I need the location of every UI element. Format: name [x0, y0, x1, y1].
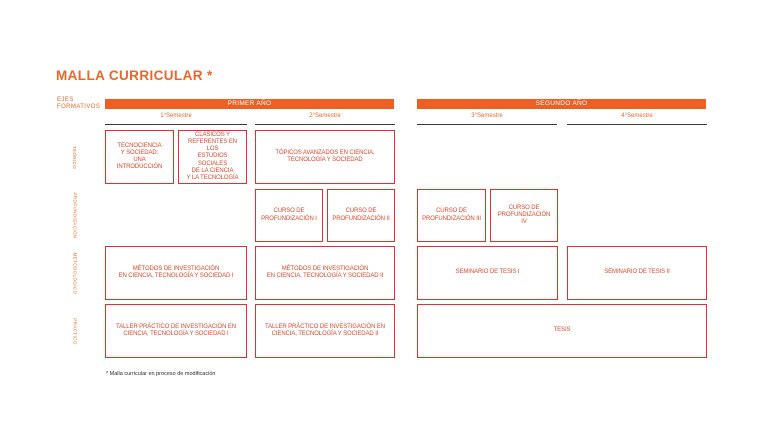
row-label-profundizacion: [58, 189, 92, 242]
course-clasicos: [178, 130, 247, 184]
year-bar-1: PRIMER AÑO: [105, 99, 394, 109]
footnote: * Malla curricular en proceso de modificación: [106, 371, 216, 377]
course-tecnociencia: [105, 130, 174, 184]
axis-label: [57, 97, 103, 110]
course-seminario-2-label: SEMINARIO DE TESIS II: [604, 269, 670, 276]
semester-1-header: 1°Semestre: [105, 111, 247, 125]
course-profundizacion-3: [417, 189, 486, 242]
row-label-profundizacion-text: PROFUNDIZACIÓN: [72, 192, 78, 239]
course-tesis-label: TESIS: [553, 327, 571, 334]
course-metodos-1: [105, 246, 247, 300]
course-seminario-2: [567, 246, 707, 300]
course-metodos-2-label: MÉTODOS DE INVESTIGACIÓN EN CIENCIA, TECNOLOGÍA Y SOCIEDAD II: [266, 265, 384, 279]
course-seminario-1: [417, 246, 558, 300]
semester-4-header: 4°Semestre: [567, 111, 707, 125]
course-profundizacion-4-label: CURSO DE PROFUNDIZACIÓN IV: [497, 204, 551, 226]
year-bar-2: SEGUNDO AÑO: [417, 99, 706, 109]
course-taller-1: [105, 304, 247, 358]
row-label-teorico: [58, 130, 92, 184]
row-label-metodologico: [58, 246, 92, 300]
course-metodos-1-label: MÉTODOS DE INVESTIGACIÓN EN CIENCIA, TECNOLOGÍA Y SOCIEDAD I: [118, 265, 234, 279]
course-profundizacion-2-label: CURSO DE PROFUNDIZACIÓN II: [332, 208, 390, 222]
row-label-practico-text: PRÁCTICO: [72, 317, 78, 345]
course-seminario-1-label: SEMINARIO DE TESIS I: [455, 269, 520, 276]
axis-label-text: EJES FORMATIVOS: [57, 97, 101, 110]
course-taller-2: [255, 304, 395, 358]
semester-2-header: 2°Semestre: [255, 111, 395, 125]
course-topicos: [255, 130, 395, 184]
row-label-teorico-text: TEÓRICO: [72, 145, 78, 169]
course-topicos-label: TÓPICOS AVANZADOS EN CIENCIA, TECNOLOGÍA Y SOCIEDAD: [275, 149, 375, 163]
semester-3-header: 3°Semestre: [417, 111, 557, 125]
course-profundizacion-3-label: CURSO DE PROFUNDIZACIÓN III: [422, 208, 481, 222]
row-label-metodologico-text: METODOLÓGICO: [72, 252, 78, 294]
course-tesis: [417, 304, 707, 358]
page-title: MALLA CURRICULAR *: [56, 68, 213, 83]
course-profundizacion-4: [490, 189, 558, 242]
course-profundizacion-1-label: CURSO DE PROFUNDIZACIÓN I: [261, 208, 317, 222]
course-taller-1-label: TALLER PRÁCTICO DE INVESTIGACIÓN EN CIENCIA, TECNOLOGÍA Y SOCIEDAD I: [115, 323, 237, 337]
row-label-practico: [58, 304, 92, 358]
course-clasicos-label: CLÁSICOS Y REFERENTES EN LOS ESTUDIOS SOCIALES DE LA CIENCIA Y LA TECNOLOGÍA: [186, 131, 239, 181]
course-metodos-2: [255, 246, 395, 300]
course-profundizacion-1: [255, 189, 323, 242]
course-taller-2-label: TALLER PRÁCTICO DE INVESTIGACIÓN EN CIENCIA, TECNOLOGÍA Y SOCIEDAD II: [264, 323, 386, 337]
course-profundizacion-2: [327, 189, 395, 242]
course-tecnociencia-label: TECNOCIENCIA Y SOCIEDAD: UNA INTRODUCCIÓN: [116, 142, 163, 171]
